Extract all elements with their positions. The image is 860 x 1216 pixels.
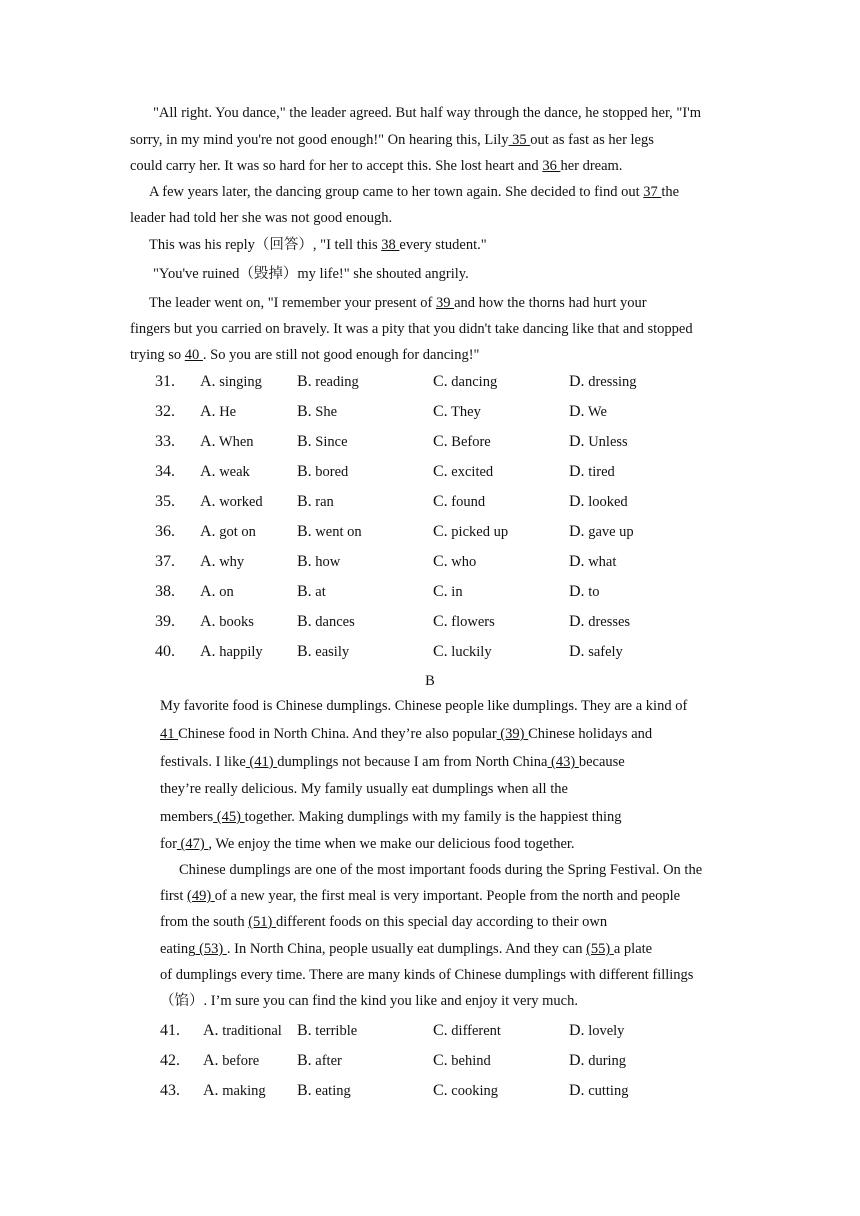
answer-option[interactable] xyxy=(569,433,628,451)
option-text: dressing xyxy=(584,374,637,390)
answer-option[interactable] xyxy=(569,1052,626,1070)
answer-option[interactable] xyxy=(200,643,263,661)
option-text: before xyxy=(218,1053,260,1069)
question-number: 32. xyxy=(155,403,175,420)
answer-blank: 37 xyxy=(643,184,662,200)
passage-text: a plate xyxy=(613,941,653,957)
passage-text: out as fast as her legs xyxy=(530,132,654,148)
option-text: how xyxy=(311,554,341,570)
option-text: singing xyxy=(215,374,262,390)
option-text: picked up xyxy=(447,524,509,540)
passage-text: Chinese holidays and xyxy=(528,726,653,742)
option-text: to xyxy=(584,584,600,600)
answer-option[interactable] xyxy=(569,553,616,571)
option-text: tired xyxy=(584,464,615,480)
answer-option[interactable] xyxy=(297,583,326,601)
question-row xyxy=(0,583,860,605)
passage-text: and how the thorns had hurt your xyxy=(454,295,647,311)
passage-line xyxy=(153,265,469,283)
option-letter: C. xyxy=(433,1022,448,1039)
passage-text: "You've ruined（毁掉）my life!" she shouted angrily. xyxy=(153,266,469,282)
answer-option[interactable] xyxy=(569,583,599,601)
answer-option[interactable] xyxy=(569,613,630,631)
option-letter: B. xyxy=(297,523,312,540)
answer-option[interactable] xyxy=(297,403,337,421)
option-text: reading xyxy=(311,374,359,390)
answer-option[interactable] xyxy=(569,463,615,481)
answer-blank: 41 xyxy=(160,726,179,742)
option-letter: A. xyxy=(200,523,216,540)
answer-option[interactable] xyxy=(569,643,623,661)
passage-line xyxy=(160,753,625,771)
option-text: got on xyxy=(215,524,256,540)
answer-blank: (39) xyxy=(496,726,529,742)
answer-option[interactable] xyxy=(569,1022,624,1040)
answer-option[interactable] xyxy=(297,523,362,541)
option-letter: B. xyxy=(297,403,312,420)
passage-text: they’re really delicious. My family usually eat dumplings when all the xyxy=(160,781,568,797)
option-text: different xyxy=(447,1023,501,1039)
passage-line xyxy=(130,209,392,227)
option-letter: C. xyxy=(433,583,448,600)
passage-line xyxy=(160,835,575,853)
passage-text: every student." xyxy=(399,237,487,253)
passage-line xyxy=(160,966,693,984)
question-number: 37. xyxy=(155,553,175,570)
passage-text: Chinese food in North China. And they’re also popular xyxy=(178,726,497,742)
passage-line xyxy=(130,131,654,149)
option-letter: D. xyxy=(569,1022,585,1039)
option-text: on xyxy=(215,584,234,600)
option-letter: C. xyxy=(433,373,448,390)
question-number: 31. xyxy=(155,373,175,390)
option-text: traditional xyxy=(218,1023,282,1039)
option-text: dancing xyxy=(447,374,498,390)
passage-text: her dream. xyxy=(560,158,623,174)
question-row xyxy=(0,643,860,665)
passage-text: Chinese dumplings are one of the most important foods during the Spring Festival. On the xyxy=(179,862,703,878)
answer-option[interactable] xyxy=(433,583,463,601)
question-number: 35. xyxy=(155,493,175,510)
question-number: 34. xyxy=(155,463,175,480)
option-letter: A. xyxy=(200,433,216,450)
passage-text: the xyxy=(661,184,680,200)
section-b-label: B xyxy=(425,673,435,689)
option-letter: B. xyxy=(297,613,312,630)
option-letter: C. xyxy=(433,433,448,450)
answer-option[interactable] xyxy=(200,583,234,601)
passage-text: eating xyxy=(160,941,196,957)
option-text: She xyxy=(311,404,338,420)
option-text: dresses xyxy=(584,614,631,630)
passage-text: of a new year, the first meal is very important. People from the north and people xyxy=(214,888,681,904)
question-row xyxy=(0,523,860,545)
question-row xyxy=(0,553,860,575)
answer-option[interactable] xyxy=(200,403,236,421)
answer-option[interactable] xyxy=(200,463,250,481)
option-text: books xyxy=(215,614,254,630)
answer-option[interactable] xyxy=(433,403,481,421)
question-row xyxy=(0,1052,860,1074)
question-row xyxy=(0,433,860,455)
answer-option[interactable] xyxy=(569,403,607,421)
option-letter: B. xyxy=(297,643,312,660)
option-text: When xyxy=(215,434,254,450)
question-number: 42. xyxy=(160,1052,180,1069)
question-number: 40. xyxy=(155,643,175,660)
option-text: cooking xyxy=(447,1083,499,1099)
passage-line xyxy=(130,320,693,338)
question-row xyxy=(0,613,860,635)
question-number: 33. xyxy=(155,433,175,450)
option-letter: B. xyxy=(297,433,312,450)
answer-option[interactable] xyxy=(297,433,348,451)
option-letter: B. xyxy=(297,373,312,390)
option-letter: A. xyxy=(200,553,216,570)
passage-line xyxy=(160,697,687,715)
passage-text: My favorite food is Chinese dumplings. Chinese people like dumplings. They are a kind of xyxy=(160,698,688,714)
passage-text: because xyxy=(578,754,625,770)
answer-option[interactable] xyxy=(569,373,637,391)
answer-blank: 38 xyxy=(381,237,400,253)
option-letter: D. xyxy=(569,1052,585,1069)
answer-option[interactable] xyxy=(200,613,254,631)
option-text: terrible xyxy=(311,1023,358,1039)
answer-option[interactable] xyxy=(203,1082,266,1100)
answer-blank: (53) xyxy=(195,941,227,957)
passage-text: The leader went on, "I remember your present of xyxy=(149,295,436,311)
passage-text: dumplings not because I am from North China xyxy=(277,754,548,770)
option-text: weak xyxy=(215,464,250,480)
passage-line xyxy=(160,940,652,958)
question-number: 38. xyxy=(155,583,175,600)
option-letter: C. xyxy=(433,553,448,570)
answer-option[interactable] xyxy=(297,613,355,631)
answer-option[interactable] xyxy=(297,493,334,511)
question-row xyxy=(0,1082,860,1104)
answer-blank: 36 xyxy=(542,158,561,174)
passage-text: together. Making dumplings with my family is the happiest thing xyxy=(244,809,622,825)
option-text: luckily xyxy=(447,644,492,660)
option-letter: A. xyxy=(200,463,216,480)
option-letter: A. xyxy=(203,1052,219,1069)
passage-text: , We enjoy the time when we make our delicious food together. xyxy=(208,836,575,852)
answer-option[interactable] xyxy=(200,523,256,541)
passage-line xyxy=(160,725,652,743)
answer-option[interactable] xyxy=(433,433,491,451)
option-letter: C. xyxy=(433,493,448,510)
option-letter: A. xyxy=(200,373,216,390)
passage-text: This was his reply（回答）, "I tell this xyxy=(149,237,382,253)
option-text: went on xyxy=(311,524,362,540)
passage-line xyxy=(160,808,622,826)
option-text: excited xyxy=(447,464,494,480)
passage-line xyxy=(149,294,647,312)
passage-text: from the south xyxy=(160,914,249,930)
option-text: worked xyxy=(215,494,263,510)
passage-line xyxy=(160,913,607,931)
answer-blank: (43) xyxy=(547,754,579,770)
option-letter: A. xyxy=(200,613,216,630)
passage-text: could carry her. It was so hard for her to accept this. She lost heart and xyxy=(130,158,543,174)
option-letter: B. xyxy=(297,1082,312,1099)
passage-line xyxy=(130,346,479,364)
answer-option[interactable] xyxy=(297,373,359,391)
option-text: gave up xyxy=(584,524,634,540)
answer-blank: (45) xyxy=(213,809,245,825)
option-letter: D. xyxy=(569,463,585,480)
option-letter: C. xyxy=(433,523,448,540)
answer-blank: 40 xyxy=(184,347,203,363)
passage-line xyxy=(160,780,568,798)
option-letter: A. xyxy=(200,403,216,420)
passage-text: of dumplings every time. There are many kinds of Chinese dumplings with different fillings xyxy=(160,967,694,983)
passage-line xyxy=(130,157,622,175)
answer-option[interactable] xyxy=(433,493,485,511)
question-row xyxy=(0,493,860,515)
question-number: 39. xyxy=(155,613,175,630)
option-letter: C. xyxy=(433,1082,448,1099)
passage-text: A few years later, the dancing group came to her town again. She decided to find out xyxy=(149,184,644,200)
option-letter: D. xyxy=(569,433,585,450)
answer-blank: (47) xyxy=(176,836,209,852)
answer-option[interactable] xyxy=(297,553,340,571)
option-text: during xyxy=(584,1053,627,1069)
option-letter: D. xyxy=(569,1082,585,1099)
passage-text: . In North China, people usually eat dumplings. And they can xyxy=(226,941,587,957)
passage-line xyxy=(160,887,680,905)
answer-option[interactable] xyxy=(297,1082,351,1100)
option-text: Since xyxy=(311,434,348,450)
option-letter: C. xyxy=(433,403,448,420)
answer-option[interactable] xyxy=(433,643,492,661)
option-letter: D. xyxy=(569,523,585,540)
option-letter: A. xyxy=(200,493,216,510)
answer-option[interactable] xyxy=(203,1022,282,1040)
option-text: eating xyxy=(311,1083,351,1099)
option-text: found xyxy=(447,494,486,510)
answer-option[interactable] xyxy=(569,493,628,511)
option-text: who xyxy=(447,554,477,570)
option-letter: A. xyxy=(200,643,216,660)
option-text: dances xyxy=(311,614,355,630)
answer-option[interactable] xyxy=(433,373,497,391)
passage-text: for xyxy=(160,836,177,852)
option-text: why xyxy=(215,554,245,570)
answer-option[interactable] xyxy=(433,1052,491,1070)
option-text: We xyxy=(584,404,607,420)
answer-blank: 39 xyxy=(435,295,455,311)
option-text: what xyxy=(584,554,617,570)
option-text: looked xyxy=(584,494,628,510)
answer-option[interactable] xyxy=(203,1052,259,1070)
option-letter: D. xyxy=(569,493,585,510)
passage-text: festivals. I like xyxy=(160,754,246,770)
option-letter: C. xyxy=(433,613,448,630)
option-letter: D. xyxy=(569,583,585,600)
passage-text: "All right. You dance," the leader agreed. But half way through the dance, he stopped her, "I'm xyxy=(153,105,702,121)
answer-option[interactable] xyxy=(433,523,508,541)
answer-option[interactable] xyxy=(569,1082,628,1100)
answer-option[interactable] xyxy=(297,643,349,661)
option-letter: D. xyxy=(569,643,585,660)
passage-text: first xyxy=(160,888,187,904)
option-text: in xyxy=(447,584,463,600)
passage-text: fingers but you carried on bravely. It was a pity that you didn't take dancing like that and stopped xyxy=(130,321,693,337)
question-row xyxy=(0,1022,860,1044)
answer-blank: (55) xyxy=(586,941,614,957)
option-text: bored xyxy=(311,464,349,480)
passage-text: sorry, in my mind you're not good enough!" On hearing this, Lily xyxy=(130,132,509,148)
option-letter: C. xyxy=(433,1052,448,1069)
passage-text: . So you are still not good enough for dancing!" xyxy=(202,347,480,363)
option-letter: D. xyxy=(569,373,585,390)
option-text: They xyxy=(447,404,481,420)
option-letter: B. xyxy=(297,1052,312,1069)
option-letter: A. xyxy=(200,583,216,600)
question-row xyxy=(0,373,860,395)
option-letter: D. xyxy=(569,553,585,570)
option-text: safely xyxy=(584,644,623,660)
option-letter: A. xyxy=(203,1022,219,1039)
answer-blank: 35 xyxy=(508,132,531,148)
question-row xyxy=(0,463,860,485)
option-text: making xyxy=(218,1083,266,1099)
option-letter: A. xyxy=(203,1082,219,1099)
answer-option[interactable] xyxy=(433,1022,501,1040)
option-text: behind xyxy=(447,1053,491,1069)
passage-text: different foods on this special day according to their own xyxy=(276,914,608,930)
passage-text: （馅）. I’m sure you can find the kind you like and enjoy it very much. xyxy=(160,993,578,1009)
option-text: cutting xyxy=(584,1083,629,1099)
passage-line xyxy=(160,992,578,1010)
passage-text: trying so xyxy=(130,347,185,363)
option-text: He xyxy=(215,404,237,420)
option-text: happily xyxy=(215,644,263,660)
option-text: lovely xyxy=(584,1023,625,1039)
option-text: flowers xyxy=(447,614,495,630)
answer-option[interactable] xyxy=(297,1052,342,1070)
passage-text: leader had told her she was not good enough. xyxy=(130,210,393,226)
option-letter: B. xyxy=(297,553,312,570)
question-number: 41. xyxy=(160,1022,180,1039)
option-letter: B. xyxy=(297,463,312,480)
option-text: ran xyxy=(311,494,334,510)
answer-option[interactable] xyxy=(297,463,348,481)
answer-option[interactable] xyxy=(433,463,493,481)
answer-option[interactable] xyxy=(297,1022,357,1040)
option-text: easily xyxy=(311,644,350,660)
option-text: after xyxy=(311,1053,342,1069)
option-text: Before xyxy=(447,434,491,450)
option-letter: D. xyxy=(569,403,585,420)
passage-text: members xyxy=(160,809,214,825)
passage-line xyxy=(179,861,702,879)
passage-line xyxy=(149,236,487,254)
answer-option[interactable] xyxy=(433,553,476,571)
passage-line xyxy=(149,183,679,201)
answer-option[interactable] xyxy=(200,553,244,571)
option-letter: C. xyxy=(433,463,448,480)
option-letter: B. xyxy=(297,493,312,510)
answer-blank: (49) xyxy=(186,888,215,904)
option-letter: D. xyxy=(569,613,585,630)
option-text: Unless xyxy=(584,434,628,450)
passage-line xyxy=(153,104,701,122)
answer-blank: (51) xyxy=(248,914,276,930)
option-letter: B. xyxy=(297,1022,312,1039)
option-text: at xyxy=(311,584,326,600)
answer-blank: (41) xyxy=(245,754,278,770)
question-number: 43. xyxy=(160,1082,180,1099)
answer-option[interactable] xyxy=(433,1082,498,1100)
answer-option[interactable] xyxy=(433,613,495,631)
question-number: 36. xyxy=(155,523,175,540)
option-letter: C. xyxy=(433,643,448,660)
answer-option[interactable] xyxy=(569,523,634,541)
option-letter: B. xyxy=(297,583,312,600)
answer-option[interactable] xyxy=(200,493,263,511)
question-row xyxy=(0,403,860,425)
answer-option[interactable] xyxy=(200,433,254,451)
answer-option[interactable] xyxy=(200,373,262,391)
